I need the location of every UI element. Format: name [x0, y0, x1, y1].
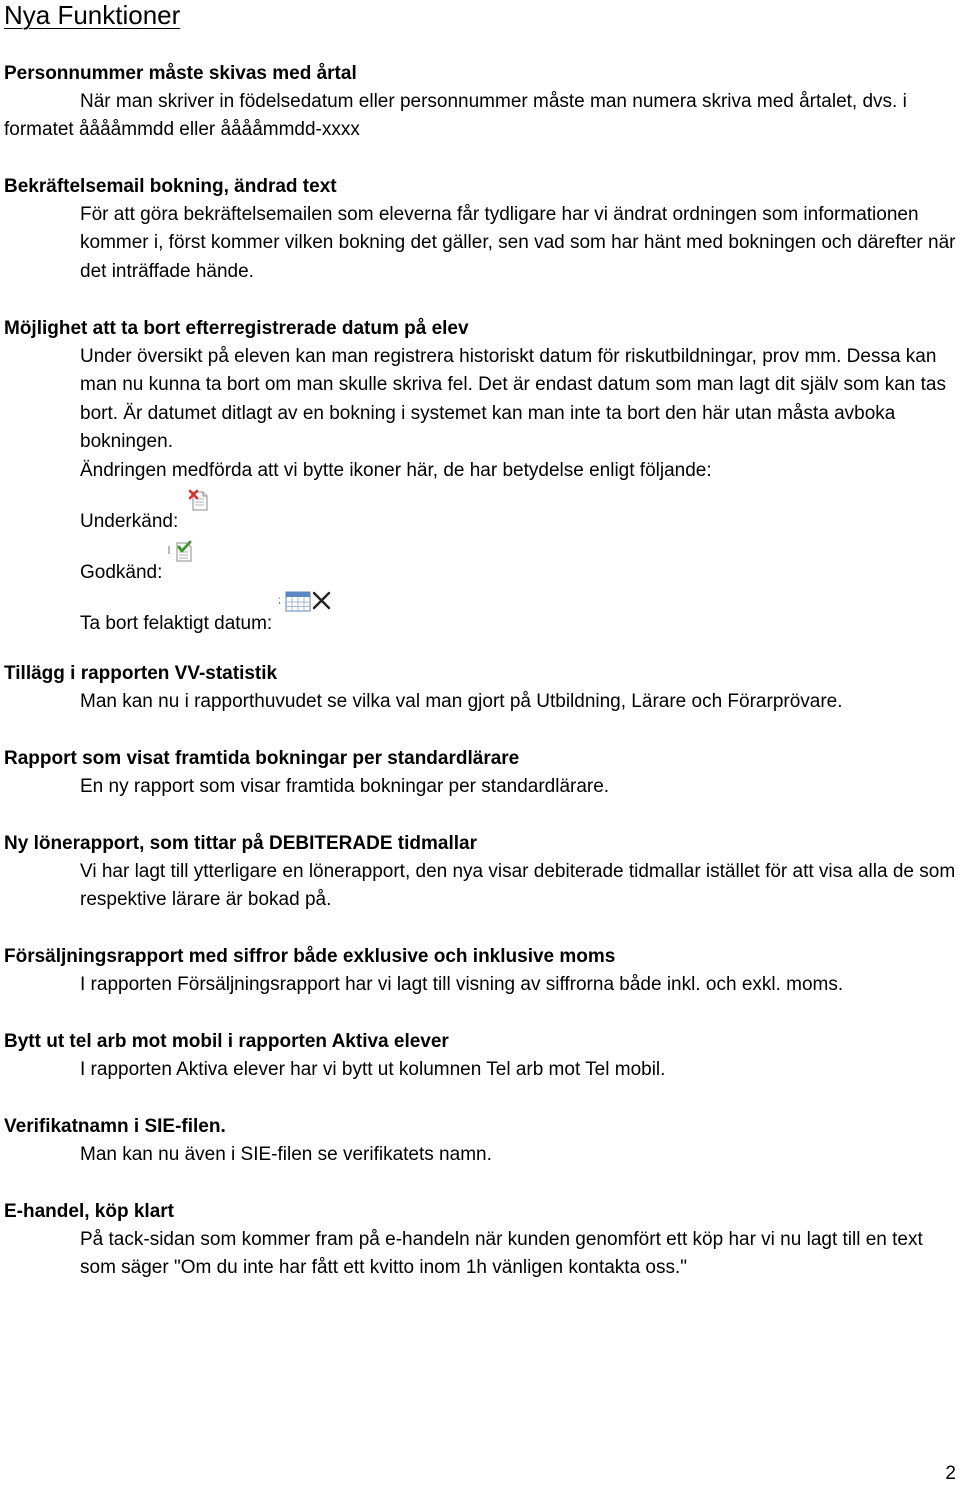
icon-label: Godkänd: — [80, 562, 163, 584]
section-lonerapport — [4, 830, 960, 915]
icon-label: Ta bort felaktigt datum: — [80, 613, 273, 635]
section-e-handel — [4, 1198, 960, 1283]
section-bekraftelsemail — [4, 173, 960, 286]
section-body-icons-intro: Ändringen medförda att vi bytte ikoner här, de har betydelse enligt följande: — [80, 459, 712, 481]
section-heading: Möjlighet att ta bort efterregistrerade datum på elev — [4, 318, 469, 339]
section-body: En ny rapport som visar framtida bokningar per standardlärare. — [80, 776, 610, 797]
section-body: På tack-sidan som kommer fram på e-handeln när kunden genomfört ett köp har vi nu lagt till en text som säger "Om du inte har fått ett kvitto inom 1h vänligen kontakta oss." — [80, 1229, 923, 1279]
svg-text:;: ; — [278, 595, 281, 607]
section-heading: Ny lönerapport, som tittar på DEBITERADE tidmallar — [4, 833, 477, 854]
section-heading: Rapport som visat framtida bokningar per standardlärare — [4, 748, 520, 769]
section-personnummer — [4, 60, 960, 145]
section-body: För att göra bekräftelsemailen som eleverna får tydligare har vi ändrat ordningen som informationen kommer i, först kommer vilken bokning det gäller, sen vad som har hänt med bokningen och därefter när det inträffade hände. — [80, 204, 956, 282]
icon-row-ta-bort — [80, 587, 960, 638]
section-body: Vi har lagt till ytterligare en lönerapport, den nya visar debiterade tidmallar istället för att visa alla de som respektive lärare är bokad på. — [80, 861, 956, 911]
section-vv-statistik — [4, 660, 960, 716]
section-aktiva-elever — [4, 1028, 960, 1084]
section-framtida-bokningar — [4, 745, 960, 801]
section-heading: Personnummer måste skivas med årtal — [4, 63, 357, 84]
document-red-x-icon[interactable] — [188, 489, 212, 522]
section-heading: Försäljningsrapport med siffror både exklusive och inklusive moms — [4, 946, 616, 967]
icon-label: Underkänd: — [80, 511, 179, 533]
section-body: I rapporten Försäljningsrapport har vi lagt till visning av siffrorna både inkl. och exkl. moms. — [80, 974, 844, 995]
section-heading: Verifikatnamn i SIE-filen. — [4, 1116, 226, 1137]
icon-row-underkand — [80, 485, 960, 536]
calendar-delete-icon[interactable] — [278, 589, 334, 624]
page-number: 2 — [945, 1463, 956, 1484]
section-efterregistrerade — [4, 315, 960, 638]
section-heading: Bekräftelsemail bokning, ändrad text — [4, 176, 337, 197]
section-body: I rapporten Aktiva elever har vi bytt ut kolumnen Tel arb mot Tel mobil. — [80, 1059, 666, 1080]
section-heading: E-handel, köp klart — [4, 1201, 174, 1222]
section-heading: Tillägg i rapporten VV-statistik — [4, 663, 278, 684]
section-sie-filen — [4, 1113, 960, 1169]
section-heading: Bytt ut tel arb mot mobil i rapporten Aktiva elever — [4, 1031, 449, 1052]
section-forsaljningsrapport — [4, 943, 960, 999]
section-body: När man skriver in födelsedatum eller personnummer måste man numera skriva med årtalet, dvs. i formatet ååååmmdd eller ååååmmdd-xxxx — [4, 91, 907, 141]
document-green-check-icon[interactable] — [168, 540, 198, 573]
section-body: Man kan nu även i SIE-filen se verifikatets namn. — [80, 1144, 492, 1165]
icon-row-godkand — [80, 536, 960, 587]
page-title: Nya Funktioner — [4, 0, 181, 30]
section-body: Man kan nu i rapporthuvudet se vilka val man gjort på Utbildning, Lärare och Förarprövare. — [80, 691, 843, 712]
section-body: Under översikt på eleven kan man registrera historiskt datum för riskutbildningar, prov mm. Dessa kan man nu kunna ta bort om man skulle skriva fel. Det är endast datum som man lagt dit själv som kan tas bort. Är datumet ditlagt av en bokning i systemet kan man inte ta bort den här utan måsta avboka bokningen. — [80, 346, 946, 453]
